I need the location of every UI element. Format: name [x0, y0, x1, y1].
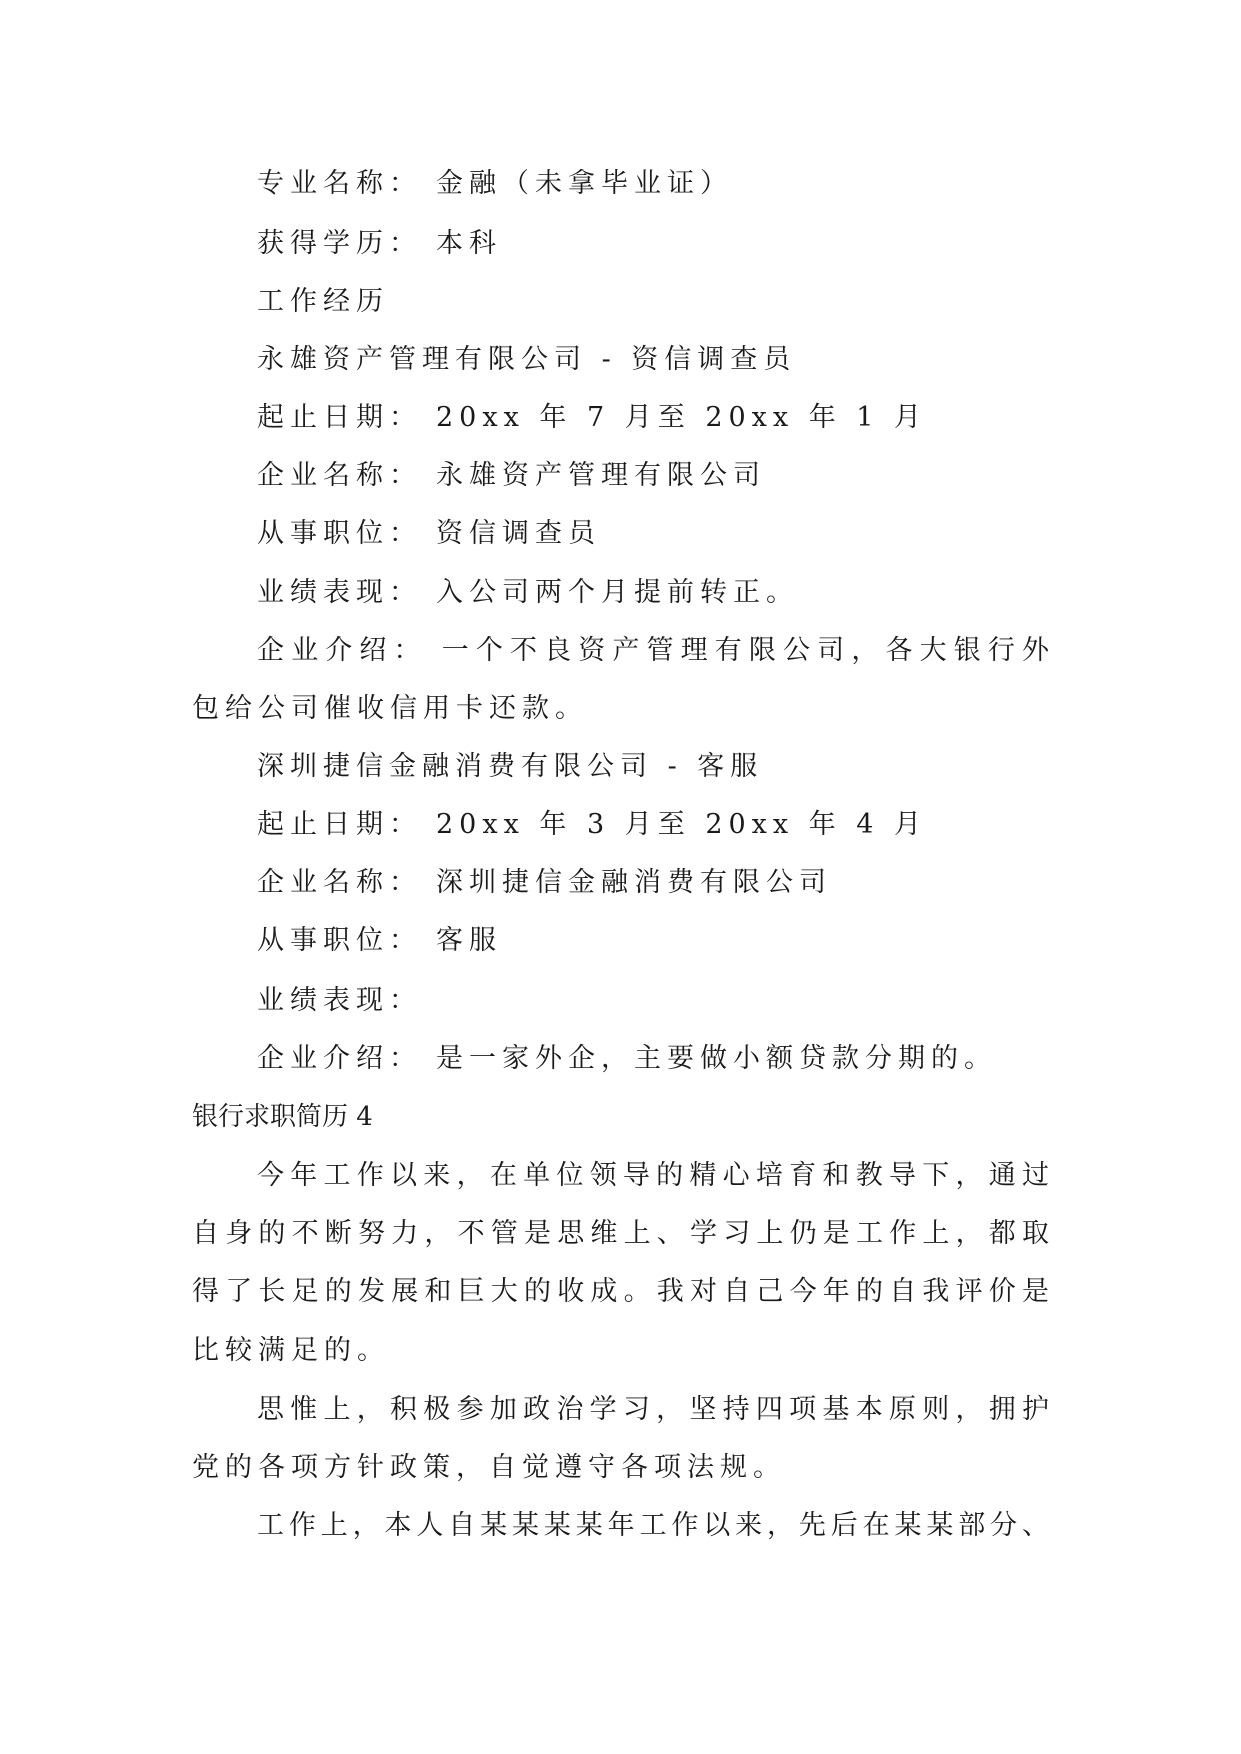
- dates-value: 20xx 年 3 月至 20xx 年 4 月: [436, 809, 928, 840]
- intro-value: 是一家外企，主要做小额贷款分期的。: [436, 1043, 997, 1074]
- job-position: [257, 514, 601, 554]
- job-title: 永雄资产管理有限公司 - 资信调查员: [257, 344, 797, 375]
- position-value: 资信调查员: [436, 518, 601, 549]
- degree-label: 获得学历：: [257, 228, 422, 259]
- job-company: [257, 456, 766, 496]
- paragraph-line: 比较满足的。: [192, 1335, 390, 1366]
- position-value: 客服: [436, 925, 502, 956]
- job-title: 深圳捷信金融消费有限公司 - 客服: [257, 751, 764, 782]
- paragraph-line: 今年工作以来，在单位领导的精心培育和教导下，通过: [257, 1160, 1051, 1191]
- degree-value: 本科: [436, 228, 502, 259]
- paragraph-line: 党的各项方针政策，自觉遵守各项法规。: [192, 1452, 786, 1483]
- company-label: 企业名称：: [257, 460, 422, 491]
- dates-label: 起止日期：: [257, 402, 422, 433]
- company-value: 永雄资产管理有限公司: [436, 460, 766, 491]
- position-label: 从事职位：: [257, 925, 422, 956]
- dates-value: 20xx 年 7 月至 20xx 年 1 月: [436, 402, 928, 433]
- job-position: [257, 921, 502, 961]
- position-label: 从事职位：: [257, 518, 422, 549]
- paragraph-line: 工作上，本人自某某某某年工作以来，先后在某某部分、: [257, 1510, 1051, 1541]
- intro-label: 企业介绍：: [257, 1043, 422, 1074]
- job-dates: [257, 805, 927, 845]
- performance-value: 入公司两个月提前转正。: [436, 577, 799, 608]
- performance-label: 业绩表现：: [257, 577, 422, 608]
- job-dates: [257, 398, 927, 438]
- major-field: [257, 164, 733, 204]
- job-intro: [257, 1039, 997, 1079]
- job-intro: [257, 631, 1051, 671]
- paragraph-line: 思惟上，积极参加政治学习，坚持四项基本原则，拥护: [257, 1394, 1051, 1425]
- job-company: [257, 863, 832, 903]
- company-value: 深圳捷信金融消费有限公司: [436, 867, 832, 898]
- job-performance: [257, 981, 436, 1021]
- company-label: 企业名称：: [257, 867, 422, 898]
- work-history-heading: 工作经历: [257, 286, 389, 317]
- intro-label: 企业介绍：: [257, 635, 428, 666]
- major-label: 专业名称：: [257, 168, 422, 199]
- section-title: 银行求职简历 4: [192, 1102, 373, 1132]
- paragraph-line: 得了长足的发展和巨大的收成。我对自己今年的自我评价是: [192, 1276, 1051, 1307]
- intro-value: 一个不良资产管理有限公司，各大银行外: [441, 635, 1052, 666]
- degree-field: [257, 224, 502, 264]
- dates-label: 起止日期：: [257, 809, 422, 840]
- job-intro-continued: 包给公司催收信用卡还款。: [192, 693, 588, 724]
- performance-label: 业绩表现：: [257, 985, 422, 1016]
- major-value: 金融（未拿毕业证）: [436, 168, 733, 199]
- job-performance: [257, 573, 799, 613]
- paragraph-line: 自身的不断努力，不管是思维上、学习上仍是工作上，都取: [192, 1218, 1051, 1249]
